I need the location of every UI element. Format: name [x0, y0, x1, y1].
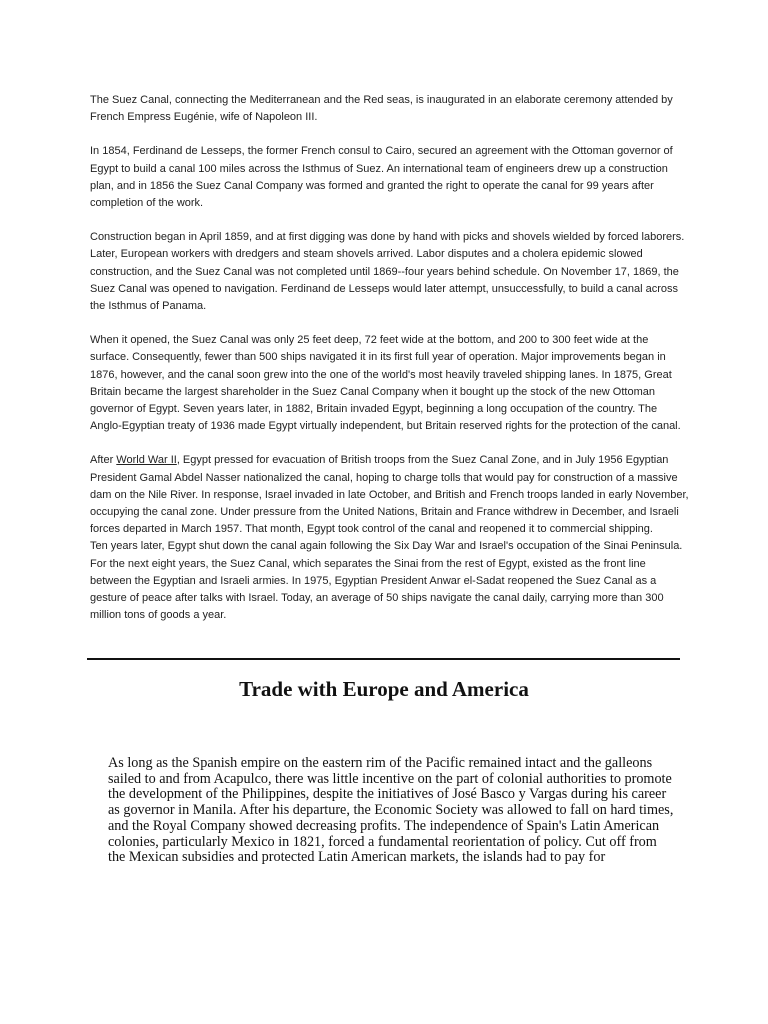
paragraph-opening-dimensions: When it opened, the Suez Canal was only 25 feet deep, 72 feet wide at the bottom, and 200 to 300 feet wide at the surface. Consequently, fewer than 500 ships navigated it in its first full year of operation. Major improvements began in 1876, however, and the canal soon grew into the one of the world's most heavily traveled shipping lanes. In 1875, Great Britain became the largest shareholder in the Suez Canal Company when it bought up the stock of the new Ottoman governor of Egypt. Seven years later, in 1882, Britain invaded Egypt, beginning a long occupation of the country. The Anglo-Egyptian treaty of 1936 made Egypt virtually independent, but Britain reserved rights for the protection of the canal.	[90, 334, 681, 433]
text-line: the development of the Philippines, despite the initiatives of José Basco y Vargas during his career	[108, 786, 667, 803]
text-line: sailed to and from Acapulco, there was little incentive on the part of colonial authorities to promote	[108, 770, 672, 787]
section-divider	[87, 658, 680, 660]
paragraph-inauguration: The Suez Canal, connecting the Mediterranean and the Red seas, is inaugurated in an elaborate ceremony attended by French Empress Eugénie, wife of Napoleon III.	[90, 94, 673, 124]
paragraph-1854-agreement: In 1854, Ferdinand de Lesseps, the former French consul to Cairo, secured an agreement with the Ottoman governor of Egypt to build a canal 100 miles across the Isthmus of Suez. An international team of engineers drew up a construction plan, and in 1856 the Suez Canal Company was formed and granted the right to operate the canal for 99 years after completion of the work.	[90, 145, 673, 210]
text-line: colonies, particularly Mexico in 1821, forced a fundamental reorientation of policy. Cut off from	[108, 833, 657, 850]
paragraph-nationalization	[90, 452, 690, 538]
suez-canal-article	[90, 92, 690, 624]
trade-section-body	[108, 756, 688, 866]
text-line: the Mexican subsidies and protected Latin American markets, the islands had to pay for	[108, 849, 606, 866]
text-line: as governor in Manila. After his departure, the Economic Society was allowed to fall on hard times,	[108, 802, 674, 819]
paragraph-construction: Construction began in April 1859, and at first digging was done by hand with picks and shovels wielded by forced laborers. Later, European workers with dredgers and steam shovels arrived. Labor disputes and a cholera epidemic slowed construction, and the Suez Canal was not completed until 1869--four years behind schedule. On November 17, 1869, the Suez Canal was opened to navigation. Ferdinand de Lesseps would later attempt, unsuccessfully, to build a canal across the Isthmus of Panama.	[90, 231, 685, 313]
paragraph-rest: , Egypt pressed for evacuation of British troops from the Suez Canal Zone, and in July 1956 Egyptian President Gamal Abdel Nasser nationalized the canal, hoping to charge tolls that would pay for construction of a massive dam on the Nile River. In response, Israel invaded in late October, and British and French troops landed in early November, occupying the canal zone. Under pressure from the United Nations, Britain and France withdrew in December, and Israeli forces departed in March 1957. That month, Egypt took control of the canal and reopened it to commercial shipping.	[90, 454, 689, 536]
text-line: and the Royal Company showed decreasing profits. The independence of Spain's Latin American	[108, 817, 660, 834]
section-heading: Trade with Europe and America	[239, 677, 529, 701]
paragraph-prefix: After	[90, 454, 117, 467]
text-line: As long as the Spanish empire on the eastern rim of the Pacific remained intact and the galleons	[108, 755, 653, 771]
paragraph-six-day-war: Ten years later, Egypt shut down the canal again following the Six Day War and Israel's occupation of the Sinai Peninsula. For the next eight years, the Suez Canal, which separates the Sinai from the rest of Egypt, existed as the front line between the Egyptian and Israeli armies. In 1975, Egyptian President Anwar el-Sadat reopened the Suez Canal as a gesture of peace after talks with Israel. Today, an average of 50 ships navigate the canal daily, carrying more than 300 million tons of goods a year.	[90, 540, 683, 622]
world-war-ii-link[interactable]: World War II	[116, 454, 177, 467]
